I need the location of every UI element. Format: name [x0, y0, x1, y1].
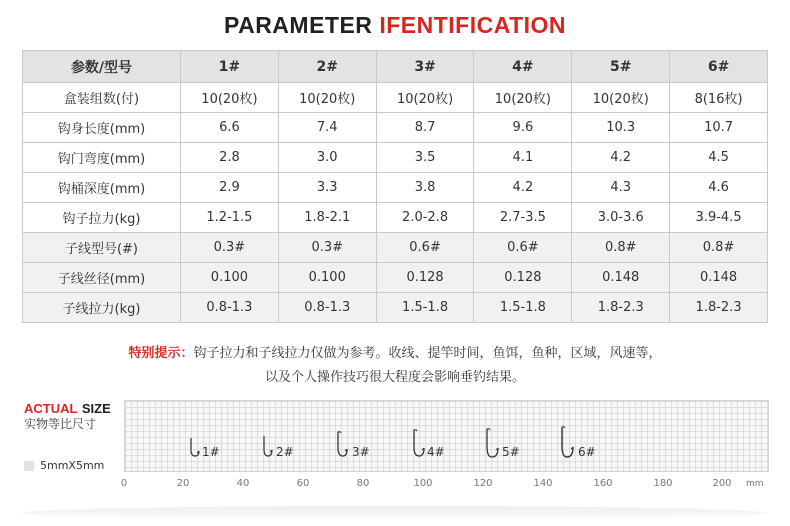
table-cell: 4.1 [474, 143, 572, 173]
title-part1: PARAMETER [223, 12, 380, 38]
hook-6-icon [553, 425, 577, 461]
table-cell: 8.7 [376, 113, 474, 143]
table-cell: 0.100 [181, 263, 279, 293]
hook-1-icon [186, 436, 202, 460]
table-cell: 0.8-1.3 [181, 293, 279, 323]
table-cell: 7.4 [278, 113, 376, 143]
table-cell: 3.0-3.6 [572, 203, 670, 233]
ruler-tick: 180 [653, 478, 673, 489]
hook-label: 3# [352, 445, 370, 459]
table-cell: 0.148 [670, 263, 768, 293]
table-row [23, 173, 768, 203]
table-cell: 10.3 [572, 113, 670, 143]
table-cell: 10(20枚) [474, 83, 572, 113]
hook-label: 1# [202, 445, 220, 459]
actual-size-grid [124, 400, 769, 472]
table-cell: 2.7-3.5 [474, 203, 572, 233]
table-cell: 3.9-4.5 [670, 203, 768, 233]
ruler-tick: 20 [176, 478, 190, 489]
bottom-shadow [22, 506, 768, 520]
table-cell: 1.8-2.3 [572, 293, 670, 323]
table-cell: 1.5-1.8 [474, 293, 572, 323]
table-cell: 0.3# [181, 233, 279, 263]
hook-label: 6# [578, 445, 596, 459]
hook-2-icon [258, 434, 276, 460]
ruler-unit: mm [746, 479, 764, 489]
ruler-tick: 100 [413, 478, 433, 489]
table-header-row [23, 51, 768, 83]
row-label: 子线拉力(kg) [23, 293, 181, 323]
table-header-cell: 5# [572, 51, 670, 83]
ruler-tick: 140 [533, 478, 553, 489]
table-cell: 0.128 [474, 263, 572, 293]
ruler-tick: 0 [120, 478, 128, 489]
table-cell: 10(20枚) [376, 83, 474, 113]
table-header-cell: 1# [181, 51, 279, 83]
table-cell: 1.5-1.8 [376, 293, 474, 323]
table-cell: 4.2 [474, 173, 572, 203]
table-row [23, 113, 768, 143]
table-header-cell: 参数/型号 [23, 51, 181, 83]
table-cell: 4.6 [670, 173, 768, 203]
table-cell: 4.5 [670, 143, 768, 173]
row-label: 子线型号(#) [23, 233, 181, 263]
ruler-tick: 120 [473, 478, 493, 489]
table-cell: 3.8 [376, 173, 474, 203]
table-cell: 1.8-2.3 [670, 293, 768, 323]
ruler-tick: 200 [712, 478, 732, 489]
hook-4-icon [406, 428, 428, 460]
hook-label: 2# [276, 445, 294, 459]
table-cell: 10(20枚) [278, 83, 376, 113]
table-cell: 0.8-1.3 [278, 293, 376, 323]
table-cell: 4.2 [572, 143, 670, 173]
table-header-cell: 3# [376, 51, 474, 83]
note-line-2: 以及个人操作技巧很大程度会影响垂钓结果。 [264, 370, 525, 385]
row-label: 钩子拉力(kg) [23, 203, 181, 233]
actual-size-subtitle: 实物等比尺寸 [24, 417, 97, 431]
row-label: 子线丝径(mm) [23, 263, 181, 293]
hook-3-icon [331, 430, 351, 460]
hook-5-icon [479, 427, 501, 461]
table-cell: 1.8-2.1 [278, 203, 376, 233]
table-cell: 9.6 [474, 113, 572, 143]
table-row [23, 203, 768, 233]
ruler-tick: 40 [236, 478, 250, 489]
hook-label: 4# [427, 445, 445, 459]
table-cell: 2.9 [181, 173, 279, 203]
table-cell: 10(20枚) [572, 83, 670, 113]
table-cell: 8(16枚) [670, 83, 768, 113]
actual-size-title-red: ACTUAL [24, 401, 78, 416]
note-text-1: 钩子拉力和子线拉力仅做为参考。收线、提竿时间，鱼饵，鱼种，区域，风速等， [193, 346, 662, 361]
title-part2: IFENTIFICATION [379, 12, 567, 38]
actual-size-title-black: SIZE [81, 401, 111, 416]
table-cell: 4.3 [572, 173, 670, 203]
table-row [23, 83, 768, 113]
table-row [23, 233, 768, 263]
table-cell: 3.0 [278, 143, 376, 173]
table-cell: 0.8# [670, 233, 768, 263]
page-title [0, 12, 790, 39]
row-label: 盒装组数(付) [23, 83, 181, 113]
table-cell: 0.6# [376, 233, 474, 263]
hook-label: 5# [502, 445, 520, 459]
table-cell: 0.148 [572, 263, 670, 293]
table-row [23, 263, 768, 293]
table-cell: 2.8 [181, 143, 279, 173]
table-row [23, 293, 768, 323]
table-cell: 3.5 [376, 143, 474, 173]
row-label: 钩门弯度(mm) [23, 143, 181, 173]
table-cell: 0.128 [376, 263, 474, 293]
table-cell: 2.0-2.8 [376, 203, 474, 233]
table-row [23, 143, 768, 173]
table-cell: 0.100 [278, 263, 376, 293]
table-cell: 0.6# [474, 233, 572, 263]
grid-legend-swatch [24, 461, 34, 471]
grid-legend-label: 5mmX5mm [40, 459, 105, 472]
table-header-cell: 4# [474, 51, 572, 83]
ruler-tick: 160 [593, 478, 613, 489]
row-label: 钩桶深度(mm) [23, 173, 181, 203]
ruler-tick: 80 [356, 478, 370, 489]
table-cell: 10.7 [670, 113, 768, 143]
note-line-1 [0, 342, 790, 361]
table-header-cell: 2# [278, 51, 376, 83]
table-cell: 3.3 [278, 173, 376, 203]
table-header-cell: 6# [670, 51, 768, 83]
table-cell: 10(20枚) [181, 83, 279, 113]
row-label: 钩身长度(mm) [23, 113, 181, 143]
parameter-table [22, 50, 768, 323]
note-highlight: 特别提示： [128, 346, 194, 361]
table-cell: 0.3# [278, 233, 376, 263]
table-cell: 6.6 [181, 113, 279, 143]
ruler-tick: 60 [296, 478, 310, 489]
table-cell: 1.2-1.5 [181, 203, 279, 233]
table-cell: 0.8# [572, 233, 670, 263]
